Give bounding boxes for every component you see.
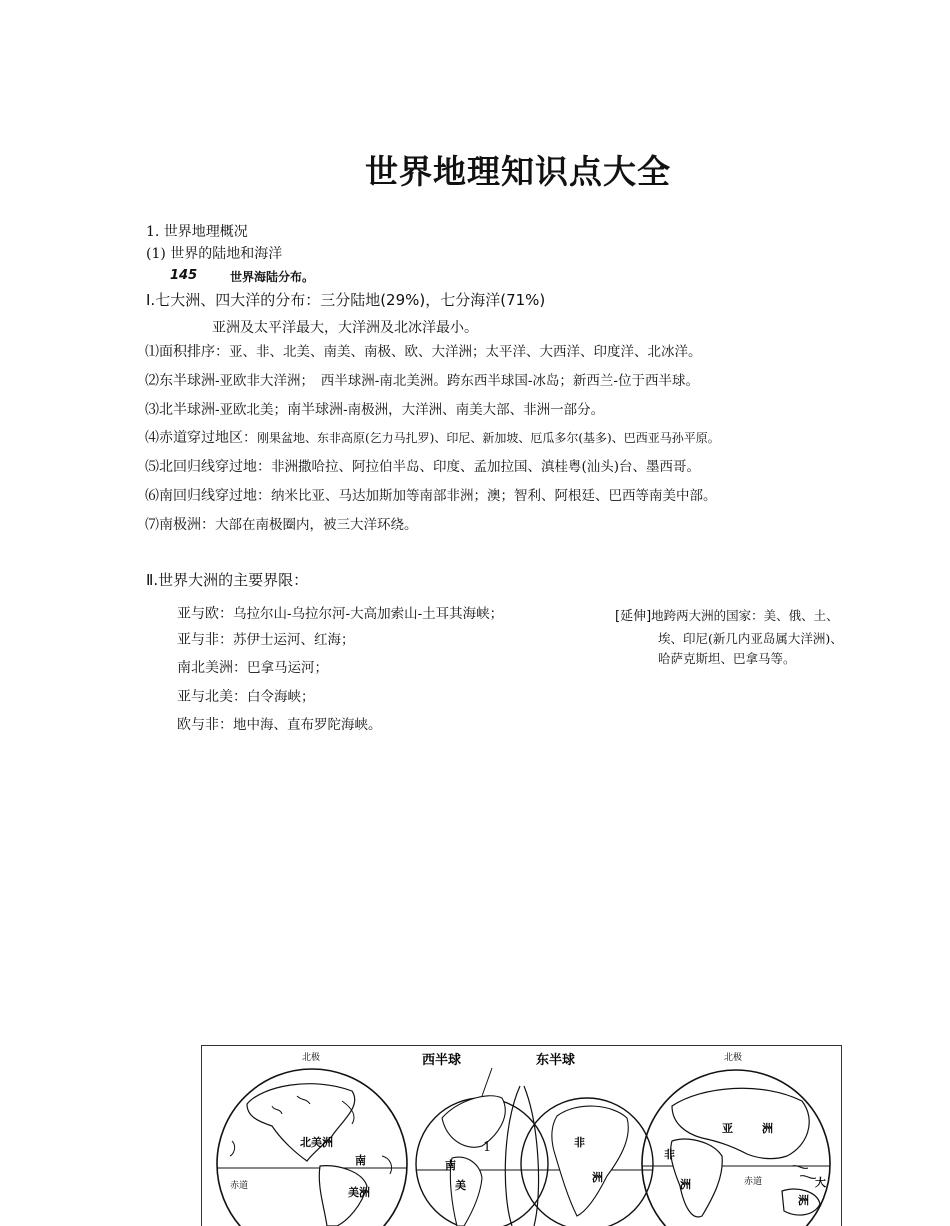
map-label: 南 bbox=[355, 1154, 366, 1167]
list-item bbox=[145, 398, 604, 419]
extension-line: 地跨两大洲的国家：美、俄、土、 bbox=[651, 608, 839, 623]
item-text: 乌拉尔山-乌拉尔河-大高加索山-土耳其海峡； bbox=[233, 606, 504, 622]
item-text: 巴拿马运河； bbox=[247, 660, 328, 676]
map-label: 非 bbox=[664, 1148, 675, 1161]
item-text: 苏伊士运河、红海； bbox=[233, 632, 355, 648]
item-text: -亚欧非大洋洲； 西半球洲-南北美洲。跨东西半球国-冰岛；新西兰-位于西半球。 bbox=[215, 373, 699, 389]
item-lead: ⑷赤道穿过地区： bbox=[145, 430, 257, 446]
item-lead: ⑹南回归线穿过地： bbox=[145, 488, 271, 504]
item-text: 白令海峡； bbox=[247, 689, 315, 705]
list-item bbox=[145, 484, 717, 505]
item-lead: ⑶北半球洲 bbox=[145, 402, 215, 418]
part1-heading: Ⅰ.七大洲、四大洋的分布：三分陆地(29%)，七分海洋(71%) bbox=[146, 291, 546, 309]
item-lead: ⑵东半球洲 bbox=[145, 373, 215, 389]
item-text: 大部在南极圈内，被三大洋环绕。 bbox=[215, 517, 418, 533]
item-lead: 亚与非： bbox=[177, 632, 233, 648]
extension-tag: [延伸] bbox=[615, 609, 652, 624]
north-america-shape bbox=[442, 1096, 505, 1148]
caption-text: 世界海陆分布。 bbox=[230, 270, 315, 284]
extension-line: 哈萨克斯坦、巴拿马等。 bbox=[658, 651, 796, 666]
item-text: 纳米比亚、马达加斯加等南部非洲；澳；智利、阿根廷、巴西等南美中部。 bbox=[271, 488, 717, 504]
map-label: 北美洲 bbox=[300, 1136, 333, 1149]
equator-label: 赤道 bbox=[744, 1177, 763, 1187]
map-label: 亚 bbox=[722, 1122, 733, 1135]
hemisphere-divider bbox=[524, 1086, 539, 1226]
hemisphere-divider bbox=[505, 1086, 520, 1226]
section-heading: 1. 世界地理概况 bbox=[146, 224, 248, 240]
map-label: 洲 bbox=[798, 1194, 809, 1207]
list-item bbox=[177, 685, 315, 706]
item-text: 非洲撒哈拉、阿拉伯半岛、印度、孟加拉国、滇桂粤(汕头)台、墨西哥。 bbox=[271, 459, 701, 475]
map-label: 美 bbox=[455, 1179, 466, 1192]
list-item bbox=[145, 427, 720, 447]
africa-shape bbox=[671, 1139, 723, 1217]
map-label: 洲 bbox=[592, 1171, 603, 1184]
page-title: 世界地理知识点大全 bbox=[365, 152, 671, 191]
subsection-heading: (1) 世界的陆地和海洋 bbox=[146, 246, 283, 262]
list-item bbox=[177, 602, 503, 623]
coastline-detail bbox=[792, 1166, 816, 1179]
africa-shape bbox=[552, 1106, 628, 1216]
part2-heading: Ⅱ.世界大洲的主要界限： bbox=[146, 571, 309, 589]
item-lead: ⑺南极洲： bbox=[145, 517, 215, 533]
item-lead: ⑸北回归线穿过地： bbox=[145, 459, 271, 475]
item-text: 亚、非、北美、南美、南极、欧、大洋洲；太平洋、大西洋、印度洋、北冰洋。 bbox=[229, 344, 702, 360]
list-item bbox=[177, 713, 382, 734]
north-america-shape bbox=[247, 1084, 355, 1161]
east-hemisphere-label: 东半球 bbox=[536, 1053, 576, 1068]
list-item bbox=[145, 369, 699, 390]
part1-note: 亚洲及太平洋最大，大洋洲及北冰洋最小。 bbox=[212, 320, 478, 336]
item-text: 地中海、直布罗陀海峡。 bbox=[233, 717, 382, 733]
hemisphere-map-figure bbox=[201, 1045, 842, 1226]
item-lead: 南北美洲： bbox=[177, 660, 247, 676]
hemisphere-map bbox=[202, 1046, 841, 1226]
caption-number: 145 bbox=[170, 268, 198, 283]
extension-line: 埃、印尼(新几内亚岛属大洋洲)、 bbox=[658, 631, 843, 646]
list-item bbox=[177, 628, 355, 649]
west-hemisphere-label: 西半球 bbox=[422, 1053, 462, 1068]
north-pole-label: 北极 bbox=[302, 1053, 321, 1063]
equator-label: 赤道 bbox=[230, 1181, 249, 1191]
item-lead: 亚与北美： bbox=[177, 689, 247, 705]
list-item bbox=[145, 340, 702, 361]
item-lead: 欧与非： bbox=[177, 717, 233, 733]
list-item bbox=[177, 656, 328, 677]
item-text: -南极洲，大洋洲、南美大部、非洲一部分。 bbox=[343, 402, 605, 418]
map-label: 大 bbox=[815, 1176, 826, 1189]
item-text: 刚果盆地、东非高原(乞力马扎罗)、印尼、新加坡、厄瓜多尔(基多)、巴西亚马孙平原。 bbox=[257, 431, 720, 445]
list-item bbox=[145, 455, 700, 476]
item-text: -亚欧北美； bbox=[215, 402, 288, 418]
map-label: 非 bbox=[574, 1136, 585, 1149]
list-item bbox=[145, 513, 418, 534]
map-label: 南 bbox=[445, 1159, 456, 1172]
pointer-line bbox=[482, 1068, 492, 1096]
extension-note bbox=[615, 605, 839, 625]
item-lead: 亚与欧： bbox=[177, 606, 233, 622]
map-label: 美洲 bbox=[348, 1186, 370, 1199]
map-label: 洲 bbox=[680, 1178, 691, 1191]
map-label: 洲 bbox=[762, 1122, 773, 1135]
north-pole-label: 北极 bbox=[724, 1053, 743, 1063]
page-number: 1 bbox=[483, 1140, 492, 1155]
item-lead: ⑴面积排序： bbox=[145, 344, 229, 360]
item-lead: 南半球洲 bbox=[287, 402, 344, 418]
